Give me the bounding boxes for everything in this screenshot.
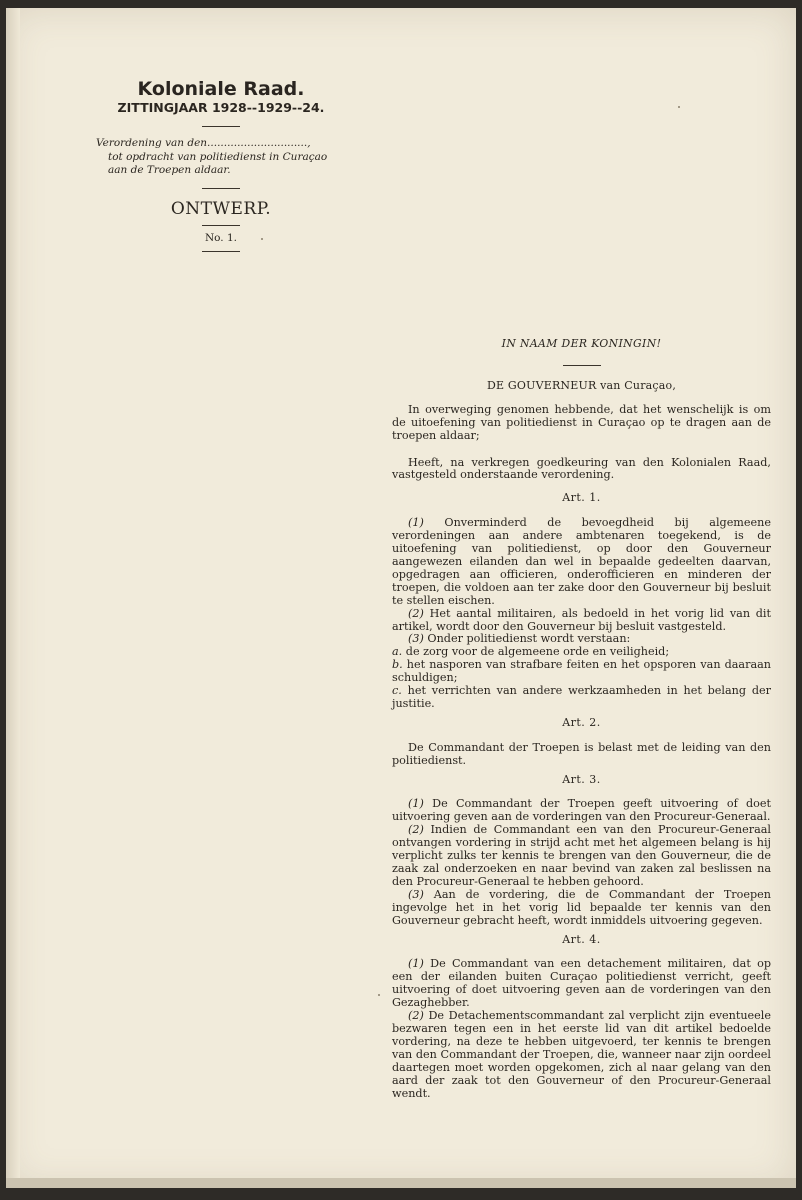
ordinance-line-1: Verordening van den..............................,: [96, 137, 311, 149]
article-4-paragraph-2: (2) De Detachementscommandant zal verplicht zijn eventueele bezwaren tegen een in het eerste lid van dit artikel bedoelde vordering, na deze te hebben uitgevoerd, ter kennis te brengen van den Commandant der Troepen, die, wanneer naar zijn oordeel daartegen moet worden opgekomen, zich al naar gelang van den aard der zaak tot den Gouverneur of den Procureur-Generaal wendt.: [392, 1009, 771, 1100]
paper-speck: [378, 994, 380, 996]
article-1-paragraph-2: (2) Het aantal militairen, als bedoeld in het vorig lid van dit artikel, wordt door den Gouverneur bij besluit vastgesteld.: [392, 606, 771, 633]
article-3-paragraph-2: (2) Indien de Commandant een van den Procureur-Generaal ontvangen vordering in strijd acht met het algemeen belang is hij verplicht zulks ter kennis te brengen van den Gouverneur, die de zaak zal onderzoeken en naar bevind van zaken zal beslissen na den Procureur-Generaal te hebben gehoord.: [392, 823, 771, 888]
article-1-paragraph-3: (3) Onder politiedienst wordt verstaan:: [408, 632, 631, 646]
session-year: ZITTINGJAAR 1928--1929--24.: [117, 100, 325, 115]
article-1-heading: Art. 1.: [562, 491, 601, 505]
governor-line: DE GOUVERNEUR van Curaçao,: [486, 378, 677, 392]
ordinance-line-3: aan de Troepen aldaar.: [108, 164, 231, 176]
enacting-paragraph: Heeft, na verkregen goedkeuring van den Kolonialen Raad, vastgesteld onderstaande verordening.: [392, 455, 771, 482]
document-header: [86, 78, 356, 262]
header-divider: [202, 126, 240, 127]
article-1-item-b: b. het nasporen van strafbare feiten en het opsporen van daaraan schuldigen;: [392, 658, 771, 685]
document-page: [6, 8, 796, 1188]
body-divider: [563, 365, 601, 366]
article-2-heading: Art. 2.: [562, 715, 601, 729]
draft-label: ONTWERP.: [170, 198, 272, 219]
article-1-item-a: a. de zorg voor de algemeene orde en veiligheid;: [392, 645, 670, 659]
document-number: No. 1.: [204, 231, 238, 244]
article-4-heading: Art. 4.: [562, 932, 601, 946]
article-3-paragraph-1: (1) De Commandant der Troepen geeft uitvoering of doet uitvoering geven aan de vorderingen van den Procureur-Generaal.: [392, 797, 771, 824]
article-3-paragraph-3: (3) Aan de vordering, die de Commandant der Troepen ingevolge het in het vorig lid bepaalde ter kennis van den Gouverneur gebracht heeft, wordt inmiddels uitvoering gegeven.: [392, 887, 771, 927]
page-bottom-band: [6, 1178, 796, 1188]
considering-paragraph: In overweging genomen hebbende, dat het wenschelijk is om de uitoefening van politiedienst in Curaçao op te dragen aan de troepen aldaar;: [392, 402, 771, 442]
ordinance-line-2: tot opdracht van politiedienst in Curaçao: [108, 150, 328, 163]
article-2-paragraph-1: De Commandant der Troepen is belast met de leiding van den politiedienst.: [392, 740, 771, 767]
page-edge: [6, 8, 20, 1188]
header-divider: [202, 188, 240, 189]
header-divider: [202, 251, 240, 252]
invocation: IN NAAM DER KONINGIN!: [501, 337, 662, 350]
article-1-paragraph-1: (1) Onverminderd de bevoegdheid bij algemeene verordeningen aan andere ambtenaren toegekend, is de uitoefening van politiedienst, op door den Gouverneur aangewezen eilanden dan wel in bepaalde gedeelten daarvan, opgedragen aan officieren, onderofficieren en minderen der troepen, die voldoen aan ter zake door den Gouverneur bij besluit te stellen eischen.: [392, 516, 771, 607]
paper-speck: [678, 106, 680, 108]
ordinance-title: [96, 137, 356, 178]
article-4-paragraph-1: (1) De Commandant van een detachement militairen, dat op een der eilanden buiten Curaçao politiedienst verricht, geeft uitvoering of doet uitvoering geven aan de vorderingen van den Gezaghebber.: [392, 957, 771, 1010]
council-title: Koloniale Raad.: [137, 78, 305, 100]
article-3-heading: Art. 3.: [562, 772, 601, 786]
header-divider: [202, 225, 240, 226]
paper-speck: [261, 238, 263, 240]
ordinance-body: [392, 338, 771, 1100]
article-1-item-c: c. het verrichten van andere werkzaamheden in het belang der justitie.: [392, 684, 771, 710]
